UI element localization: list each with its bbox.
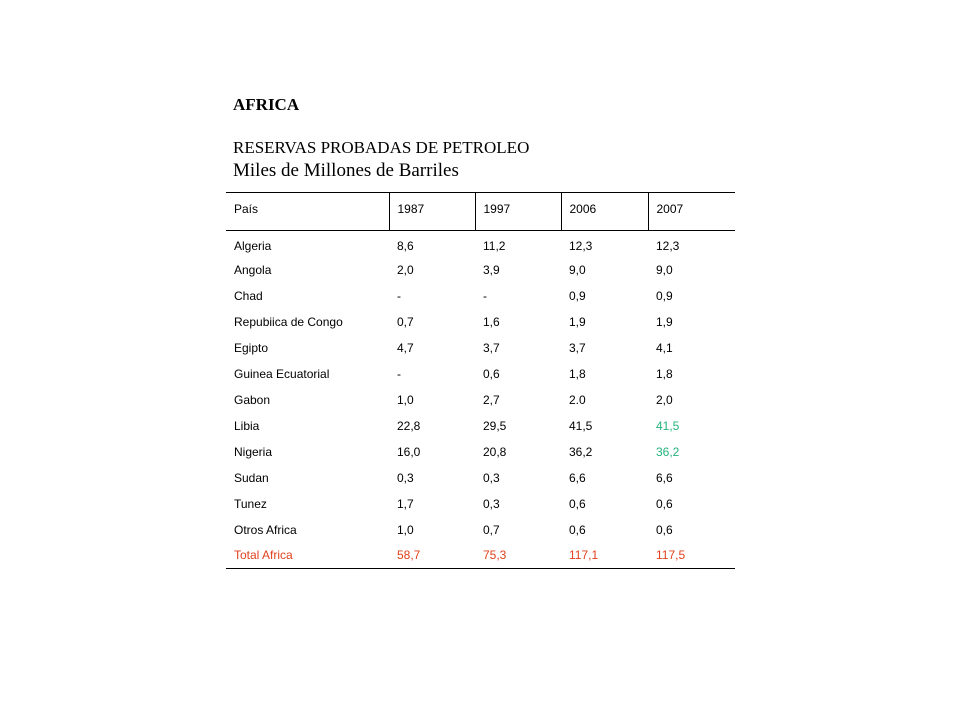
table-row <box>226 283 735 309</box>
cell-1997: 0,7 <box>483 522 500 537</box>
cell-country: Nigeria <box>234 444 273 459</box>
cell-country: Guinea Ecuatorial <box>234 366 330 381</box>
cell-1997: 0,3 <box>483 496 500 511</box>
header-1987: 1987 <box>389 193 475 231</box>
table-row <box>226 335 735 361</box>
total-row <box>226 543 735 569</box>
cell-2007: 41,5 <box>656 418 680 433</box>
cell-2006: 2.0 <box>569 392 586 407</box>
header-row <box>226 193 735 231</box>
header-2007: 2007 <box>648 193 735 231</box>
table-body <box>226 231 735 569</box>
cell-country: Total Africa <box>226 543 389 569</box>
cell-2007: 0,6 <box>656 496 673 511</box>
cell-1987: - <box>397 366 401 381</box>
cell-country: Gabon <box>234 392 271 407</box>
cell-1987: 16,0 <box>397 444 421 459</box>
cell-2007: 117,5 <box>648 543 735 569</box>
cell-1987: 1,7 <box>397 496 414 511</box>
cell-2006: 117,1 <box>561 543 648 569</box>
cell-1987: 1,0 <box>397 392 414 407</box>
cell-2007: 0,6 <box>656 522 673 537</box>
cell-1997: 3,7 <box>483 340 500 355</box>
cell-2006: 3,7 <box>569 340 586 355</box>
oil-reserves-table <box>226 192 735 569</box>
table-row <box>226 517 735 543</box>
cell-2007: 36,2 <box>656 444 680 459</box>
cell-2006: 0,6 <box>569 522 586 537</box>
header-country: País <box>226 193 389 231</box>
cell-2007: 1,8 <box>656 366 673 381</box>
cell-country: Repubiica de Congo <box>234 314 343 329</box>
cell-2006: 41,5 <box>569 418 593 433</box>
cell-2006: 12,3 <box>569 238 593 253</box>
cell-1997: 20,8 <box>483 444 507 459</box>
cell-2006: 9,0 <box>569 262 586 277</box>
table-row <box>226 309 735 335</box>
cell-1997: 29,5 <box>483 418 507 433</box>
table-row <box>226 413 735 439</box>
cell-1997: - <box>483 288 487 303</box>
header-2006: 2006 <box>561 193 648 231</box>
table-row <box>226 231 735 257</box>
table-row <box>226 387 735 413</box>
cell-1987: 22,8 <box>397 418 421 433</box>
table-row <box>226 439 735 465</box>
cell-2007: 1,9 <box>656 314 673 329</box>
cell-2007: 9,0 <box>656 262 673 277</box>
header-1997: 1997 <box>475 193 561 231</box>
cell-country: Angola <box>234 262 272 277</box>
cell-country: Otros Africa <box>234 522 297 537</box>
cell-1997: 0,6 <box>483 366 500 381</box>
cell-country: Egipto <box>234 340 269 355</box>
table-row <box>226 465 735 491</box>
cell-2006: 0,6 <box>569 496 586 511</box>
cell-2007: 12,3 <box>656 238 680 253</box>
cell-2006: 1,8 <box>569 366 586 381</box>
cell-1987: - <box>397 288 401 303</box>
cell-1997: 0,3 <box>483 470 500 485</box>
cell-1997: 3,9 <box>483 262 500 277</box>
cell-country: Libia <box>234 418 260 433</box>
table-row <box>226 361 735 387</box>
cell-2007: 0,9 <box>656 288 673 303</box>
cell-2006: 0,9 <box>569 288 586 303</box>
table-row <box>226 491 735 517</box>
cell-country: Sudan <box>234 470 269 485</box>
cell-2007: 4,1 <box>656 340 673 355</box>
cell-1987: 1,0 <box>397 522 414 537</box>
cell-1987: 0,3 <box>397 470 414 485</box>
cell-1987: 4,7 <box>397 340 414 355</box>
cell-country: Algeria <box>234 238 272 253</box>
table-header <box>226 193 735 231</box>
cell-2007: 2,0 <box>656 392 673 407</box>
region-title: AFRICA <box>233 95 300 114</box>
cell-1987: 2,0 <box>397 262 414 277</box>
cell-1997: 11,2 <box>483 238 506 253</box>
table-row <box>226 257 735 283</box>
cell-1987: 8,6 <box>397 238 414 253</box>
report-subtitle: Miles de Millones de Barriles <box>233 160 459 181</box>
cell-1987: 58,7 <box>389 543 475 569</box>
cell-2007: 6,6 <box>656 470 673 485</box>
cell-1997: 2,7 <box>483 392 500 407</box>
cell-1997: 75,3 <box>475 543 561 569</box>
report-title: RESERVAS PROBADAS DE PETROLEO <box>233 138 530 157</box>
cell-country: Chad <box>234 288 263 303</box>
cell-1987: 0,7 <box>397 314 414 329</box>
cell-2006: 1,9 <box>569 314 586 329</box>
cell-country: Tunez <box>234 496 267 511</box>
cell-1997: 1,6 <box>483 314 500 329</box>
cell-2006: 6,6 <box>569 470 586 485</box>
cell-2006: 36,2 <box>569 444 593 459</box>
